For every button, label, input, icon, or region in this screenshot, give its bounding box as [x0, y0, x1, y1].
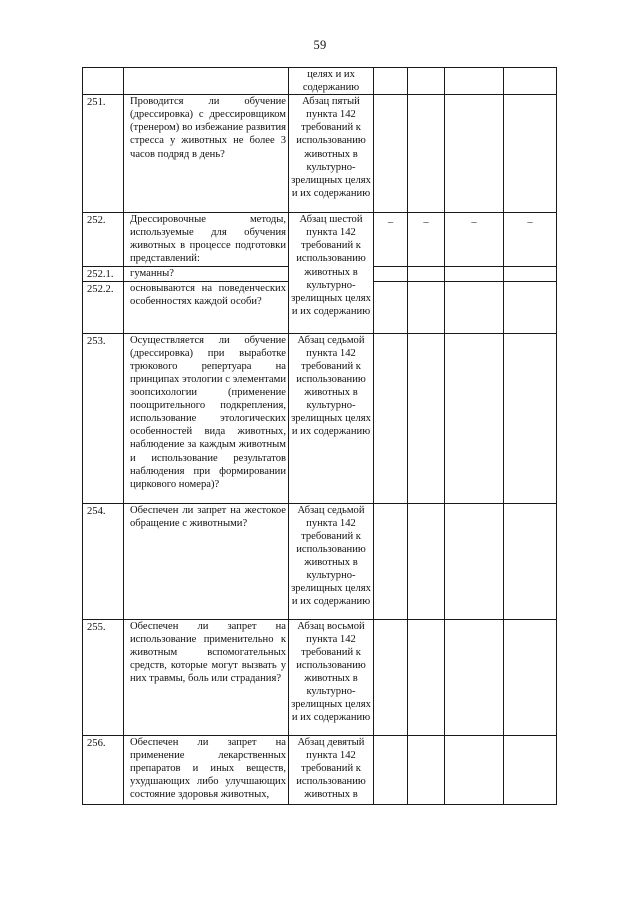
- reference-text: Абзац шестой пункта 142 требований к использованию животных в культурно-зрелищных целях и их содержанию: [291, 214, 371, 317]
- answer-cell-note: [504, 503, 557, 619]
- question-cell: [124, 213, 289, 266]
- question-text: Обеспечен ли запрет на жестокое обращение с животными?: [130, 504, 286, 529]
- row-number-cell: [83, 281, 124, 333]
- answer-cell-no: [408, 95, 445, 213]
- row-number: 252.2.: [87, 283, 114, 295]
- question-text: Осуществляется ли обучение (дрессировка) при выработке трюкового репертуара на принципах этологии с элементами зоопсихологии (применение поощрительного подкрепления, использование этологических особенностей вида животных, наблюдение за каждым животным и использование результатов наблюдения при формировании циркового номера)?: [130, 334, 286, 490]
- question-text: основываются на поведенческих особенностях каждой особи?: [130, 282, 286, 307]
- row-number-cell: [83, 619, 124, 735]
- row-number: 252.1.: [87, 268, 114, 280]
- reference-text: Абзац девятый пункта 142 требований к использованию животных в: [296, 736, 366, 801]
- page-number: 59: [313, 38, 327, 52]
- question-cell: [124, 503, 289, 619]
- table-row: [83, 503, 557, 619]
- answer-cell-na: [445, 333, 504, 503]
- question-cell: [124, 735, 289, 804]
- answer-cell-note: [504, 735, 557, 804]
- answer-cell-na: –: [445, 213, 504, 266]
- answer-cell-no: [408, 503, 445, 619]
- row-number: 251.: [87, 97, 106, 109]
- row-number: 255.: [87, 621, 106, 633]
- reference-text: Абзац седьмой пункта 142 требований к использованию животных в культурно-зрелищных целях и их содержанию: [291, 504, 371, 608]
- question-cell: [124, 619, 289, 735]
- answer-cell-yes: [374, 503, 408, 619]
- question-cell: [124, 68, 289, 95]
- reference-text: Абзац восьмой пункта 142 требований к использованию животных в культурно-зрелищных целях и их содержанию: [291, 620, 371, 724]
- question-cell: [124, 281, 289, 333]
- answer-cell-na: [445, 503, 504, 619]
- answer-cell-na: [445, 281, 504, 333]
- checklist-table: [82, 67, 557, 805]
- answer-cell-yes: [374, 619, 408, 735]
- answer-cell-note: [504, 619, 557, 735]
- answer-cell-note: [504, 266, 557, 281]
- question-text: Дрессировочные методы, используемые для обучения животных в процессе подготовки представлений:: [130, 214, 286, 265]
- question-text: Проводится ли обучение (дрессировка) с дрессировщиком (тренером) во избежание развития стресса у животных не более 3 часов подряд в день?: [130, 96, 286, 160]
- answer-cell-note: –: [504, 213, 557, 266]
- answer-cell-na: [445, 266, 504, 281]
- reference-text: Абзац седьмой пункта 142 требований к использованию животных в культурно-зрелищных целях и их содержанию: [291, 334, 371, 438]
- reference-text: Абзац пятый пункта 142 требований к использованию животных в культурно-зрелищных целях и их содержанию: [291, 96, 371, 199]
- answer-cell-no: [408, 68, 445, 95]
- answer-cell-no: [408, 735, 445, 804]
- reference-cell: [289, 68, 374, 95]
- answer-cell-no: –: [408, 213, 445, 266]
- reference-cell: [289, 213, 374, 333]
- reference-cell: [289, 95, 374, 213]
- table-row: [83, 735, 557, 804]
- table-row: [83, 68, 557, 95]
- table-row: [83, 213, 557, 266]
- reference-text: целях и их содержанию: [302, 69, 360, 94]
- answer-cell-yes: [374, 68, 408, 95]
- reference-cell: [289, 333, 374, 503]
- reference-cell: [289, 735, 374, 804]
- answer-cell-no: [408, 281, 445, 333]
- row-number-cell: [83, 95, 124, 213]
- table-row: [83, 95, 557, 213]
- table-row: [83, 619, 557, 735]
- row-number-cell: [83, 735, 124, 804]
- answer-cell-note: [504, 95, 557, 213]
- answer-cell-na: [445, 68, 504, 95]
- answer-cell-yes: [374, 266, 408, 281]
- answer-cell-yes: [374, 95, 408, 213]
- answer-cell-no: [408, 266, 445, 281]
- answer-cell-no: [408, 333, 445, 503]
- row-number: 254.: [87, 505, 106, 517]
- row-number-cell: [83, 266, 124, 281]
- answer-cell-note: [504, 333, 557, 503]
- question-text: Обеспечен ли запрет на использование применительно к животным вспомогательных средств, которые могут вызвать у них травмы, боль или страдания?: [130, 620, 286, 685]
- row-number: [83, 68, 123, 69]
- reference-cell: [289, 619, 374, 735]
- question-cell: [124, 95, 289, 213]
- answer-cell-yes: [374, 333, 408, 503]
- question-cell: [124, 266, 289, 281]
- row-number-cell: [83, 333, 124, 503]
- answer-cell-na: [445, 95, 504, 213]
- answer-cell-na: [445, 735, 504, 804]
- row-number-cell: [83, 68, 124, 95]
- table-row: [83, 333, 557, 503]
- answer-cell-note: [504, 68, 557, 95]
- question-text: Обеспечен ли запрет на применение лекарственных препаратов и иных веществ, ухудшающих либо улучшающих состояние здоровья животных,: [130, 736, 286, 801]
- row-number-cell: [83, 213, 124, 266]
- row-number-cell: [83, 503, 124, 619]
- answer-cell-yes: [374, 281, 408, 333]
- question-cell: [124, 333, 289, 503]
- answer-cell-yes: –: [374, 213, 408, 266]
- answer-cell-note: [504, 281, 557, 333]
- row-number: 253.: [87, 335, 106, 347]
- row-number: 256.: [87, 737, 106, 749]
- reference-cell: [289, 503, 374, 619]
- row-number: 252.: [87, 215, 106, 227]
- question-text: гуманны?: [130, 267, 174, 279]
- answer-cell-na: [445, 619, 504, 735]
- answer-cell-yes: [374, 735, 408, 804]
- answer-cell-no: [408, 619, 445, 735]
